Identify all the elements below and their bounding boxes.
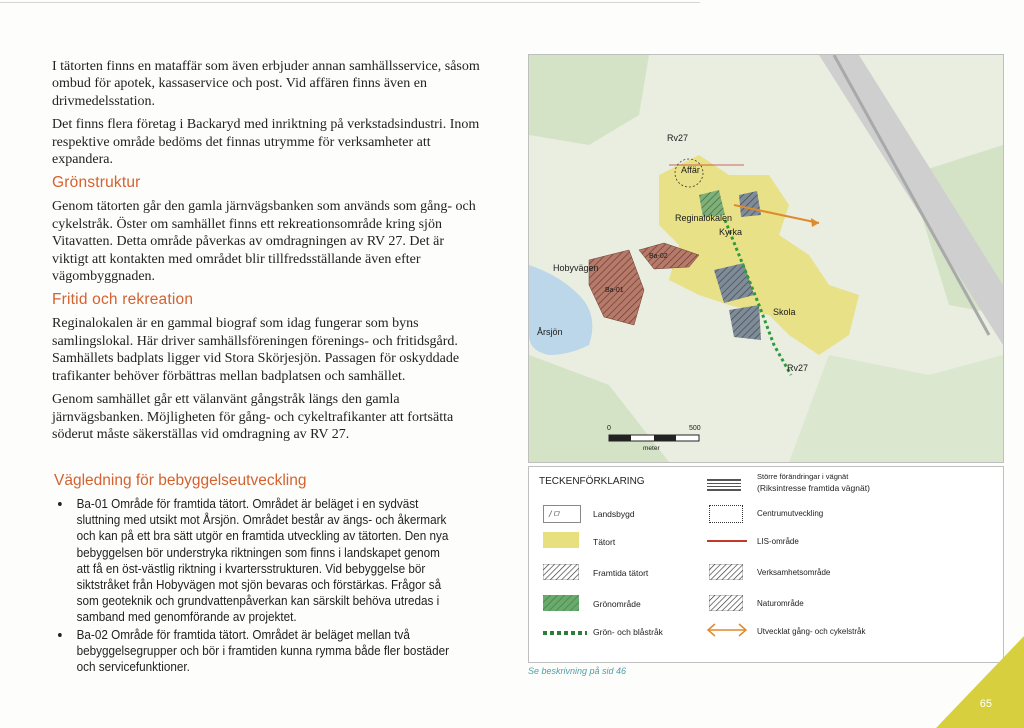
map-label-rv27-bottom: Rv27 <box>787 363 809 373</box>
heading-fritid: Fritid och rekreation <box>52 291 194 309</box>
tatort-swatch <box>543 532 579 548</box>
scale-zero: 0 <box>607 425 611 432</box>
legend-gronomrade: Grönområde <box>593 599 641 609</box>
gangcykel-arrow-icon <box>705 622 749 638</box>
bullet-ba01 <box>58 496 453 626</box>
fritid-paragraph-2: Genom samhället går ett välanvänt gångstråk längs den gamla järnvägsbanken. Möjligheten för gång- och cykeltrafikanter att fortsätta söderut måste säkerställas vid omdragning av RV 27. <box>52 392 454 442</box>
intro-paragraph-2: Det finns flera företag i Backaryd med inriktning på verkstadsindustri. Inom respektive område bedöms det finnas utrymme för verksamheter att expandera. <box>52 117 480 168</box>
map-label-arsjon: Årsjön <box>537 327 563 337</box>
map-label-reginalokalen: Reginalokalen <box>675 213 733 223</box>
map-label-rv27-top: Rv27 <box>667 133 689 143</box>
legend-title: TECKENFÖRKLARING <box>539 476 645 487</box>
framtida-swatch <box>543 564 579 580</box>
vagledning-bullets <box>58 496 453 676</box>
see-reference: Se beskrivning på sid 46 <box>528 666 627 676</box>
intro-paragraph-1: I tätorten finns en mataffär som även erbjuder annan samhällsservice, såsom ombud för apotek, kassaservice och post. Vid affären finns även en drivmedelsstation. <box>52 59 480 109</box>
verksamhet-area-2 <box>729 305 761 340</box>
bullet-ba02-text: Ba-02 Område för framtida tätort. Området är beläget mellan två bebyggelsegrupper och bör i framtiden kunna rymma både fler bostäder och servicefunktioner. <box>76 627 450 675</box>
gronstruktur-paragraph: Genom tätorten går den gamla järnvägsbanken som används som gång- och cykelstråk. Öster om samhället finns ett rekreationsområde kring sjön Vitavatten. Detta område påverkas av omdragningen av RV 27. Det är viktigt att kontakten med området blir tillfredsställande även efter vägombyggnaden. <box>52 199 476 285</box>
scale-unit: meter <box>643 445 660 452</box>
lis-swatch <box>707 540 747 542</box>
bullet-ba02 <box>58 627 453 676</box>
map-label-ba01: Ba-01 <box>605 287 624 294</box>
legend-landsbygd: Landsbygd <box>593 509 635 519</box>
vagnat-swatch <box>707 479 741 491</box>
map-label-affar: Affär <box>681 165 700 175</box>
natur-swatch <box>709 595 743 611</box>
legend-centrum: Centrumutveckling <box>757 509 824 518</box>
map-label-hobyvagen: Hobyvägen <box>553 263 599 273</box>
centrum-swatch <box>709 505 743 523</box>
bullet-dot <box>58 633 62 637</box>
legend-vagnat-2: (Riksintresse framtida vägnät) <box>757 483 870 493</box>
landsbygd-swatch: /ㅁ <box>543 505 581 523</box>
fritid-paragraph-1: Reginalokalen är en gammal biograf som idag fungerar som byns samlingslokal. Här driver samhällsföreningen förenings- och fritidsgård. Samhällets badplats ligger vid Stora Skörjesjön. Passagen för oskyddade trafikanter behöver förbättras mellan badplatsen och samhället. <box>52 316 460 384</box>
map-legend <box>528 466 1004 663</box>
backaryd-map <box>528 54 1004 463</box>
legend-framtida: Framtida tätort <box>593 568 649 578</box>
bullet-dot <box>58 502 62 506</box>
scale-max: 500 <box>689 425 701 432</box>
map-label-ba02: Ba-02 <box>649 253 668 260</box>
heading-gronstruktur: Grönstruktur <box>52 174 141 192</box>
legend-lis: LIS-område <box>757 537 799 546</box>
legend-gangcykel: Utvecklat gång- och cykelstråk <box>757 627 866 636</box>
legend-verksamhet: Verksamhetsområde <box>757 568 831 577</box>
top-rule <box>0 2 700 3</box>
legend-gron-blastrak: Grön- och blåstråk <box>593 627 663 637</box>
bullet-ba01-text: Ba-01 Område för framtida tätort. Området är beläget i en sydväst sluttning med utsikt mot Årsjön. Området består av ängs- och åkermark och kan på ett bra sätt utgör en framtida utveckling av tätorten. Den nya bebyggelsen bör understryka riktningen som finns i landskapet genom att få en öst-västlig riktning i kvartersstrukturen. Vid bebyggelse bör siktstråket från Hobyvägen mot sjön bevaras och förstärkas. Frågor så som geoteknik och grundvattenpåverkan kan särskilt behöva utredas i samband med genomförande av projektet. <box>76 497 449 625</box>
body-text-column <box>52 58 482 449</box>
page-corner-triangle <box>936 636 1024 728</box>
legend-natur: Naturområde <box>757 599 804 608</box>
map-graphic <box>529 55 1003 462</box>
heading-vagledning: Vägledning för bebyggelseutveckling <box>54 472 307 489</box>
verksamhet-swatch <box>709 564 743 580</box>
legend-vagnat-1: Större förändringar i vägnät <box>757 472 849 481</box>
map-label-skola: Skola <box>773 307 796 317</box>
map-label-kyrka: Kyrka <box>719 227 743 237</box>
gron-blastrak-swatch <box>543 631 587 635</box>
gronomrade-swatch <box>543 595 579 611</box>
page-number: 65 <box>979 698 992 710</box>
legend-tatort: Tätort <box>593 537 616 547</box>
